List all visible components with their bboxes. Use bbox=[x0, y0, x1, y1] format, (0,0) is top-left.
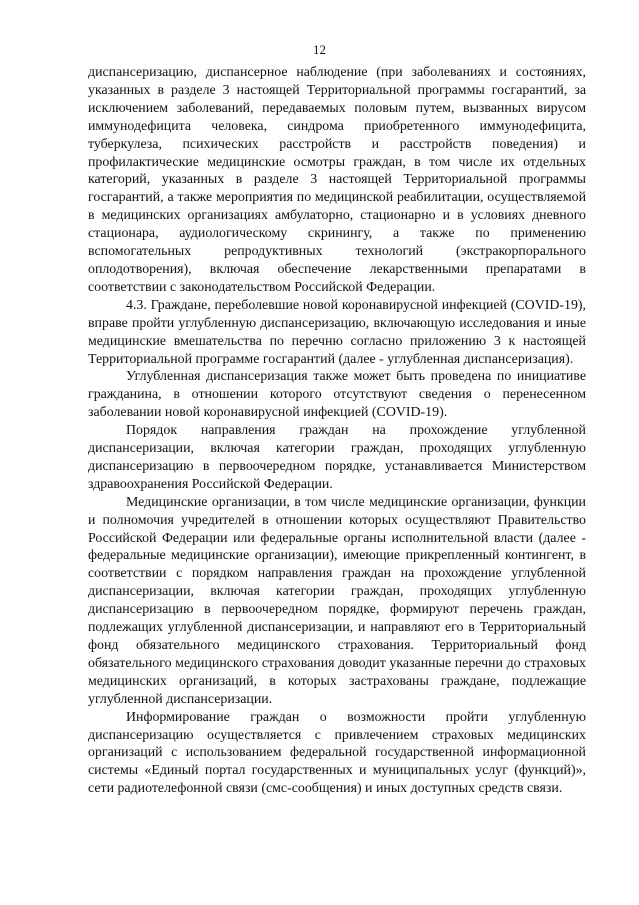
paragraph-section-4-3: 4.3. Граждане, переболевшие новой коронавирусной инфекцией (COVID-19), вправе пройти углубленную диспансеризацию, включающую исследования и иные медицинские вмешательства по перечню согласно приложению 3 к настоящей Территориальной программе госгарантий (далее - углубленная диспансеризация). bbox=[88, 297, 586, 367]
paragraph-organizations: Медицинские организации, в том числе медицинские организации, функции и полномочия учредителей в отношении которых осуществляют Правительство Российской Федерации или федеральные органы исполнительной власти (далее - федеральные медицинские организации), имеющие прикрепленный контингент, в соответствии с порядком направления граждан на прохождение углубленной диспансеризации, включая категории граждан, проходящих углубленную диспансеризацию в первоочередном порядке, формируют перечень граждан, подлежащих углубленной диспансеризации, и направляют его в Территориальный фонд обязательного медицинского страхования. Территориальный фонд обязательного медицинского страхования доводит указанные перечни до страховых медицинских организаций, в которых застрахованы граждане, подлежащие углубленной диспансеризации. bbox=[88, 494, 586, 707]
paragraph-continuation: диспансеризацию, диспансерное наблюдение (при заболеваниях и состояниях, указанных в разделе 3 настоящей Территориальной программы госгарантий, за исключением заболеваний, передаваемых половым путем, вызванных вирусом иммунодефицита человека, синдрома приобретенного иммунодефицита, туберкулеза, психических расстройств и расстройств поведения) и профилактические медицинские осмотры граждан, в том числе их отдельных категорий, указанных в разделе 3 настоящей Территориальной программы госгарантий, а также мероприятия по медицинской реабилитации, осуществляемой в медицинских организациях амбулаторно, стационарно и в условиях дневного стационара, аудиологическому скринингу, а также по применению вспомогательных репродуктивных технологий (экстракорпорального оплодотворения), включая обеспечение лекарственными препаратами в соответствии с законодательством Российской Федерации. bbox=[88, 65, 586, 295]
paragraph-informing: Информирование граждан о возможности пройти углубленную диспансеризацию осуществляется с привлечением страховых медицинских организаций с использованием федеральной государственной информационной системы «Единый портал государственных и муниципальных услуг (функций)», сети радиотелефонной связи (смс-сообщения) и иных доступных средств связи. bbox=[88, 709, 586, 797]
page-number: 12 bbox=[313, 42, 326, 57]
document-body bbox=[88, 64, 586, 798]
paragraph-initiative: Углубленная диспансеризация также может быть проведена по инициативе гражданина, в отношении которого отсутствуют сведения о перенесенном заболевании новой коронавирусной инфекцией (COVID-19). bbox=[88, 369, 586, 421]
paragraph-procedure: Порядок направления граждан на прохождение углубленной диспансеризации, включая категории граждан, проходящих углубленную диспансеризацию в первоочередном порядке, устанавливается Министерством здравоохранения Российской Федерации. bbox=[88, 423, 586, 492]
